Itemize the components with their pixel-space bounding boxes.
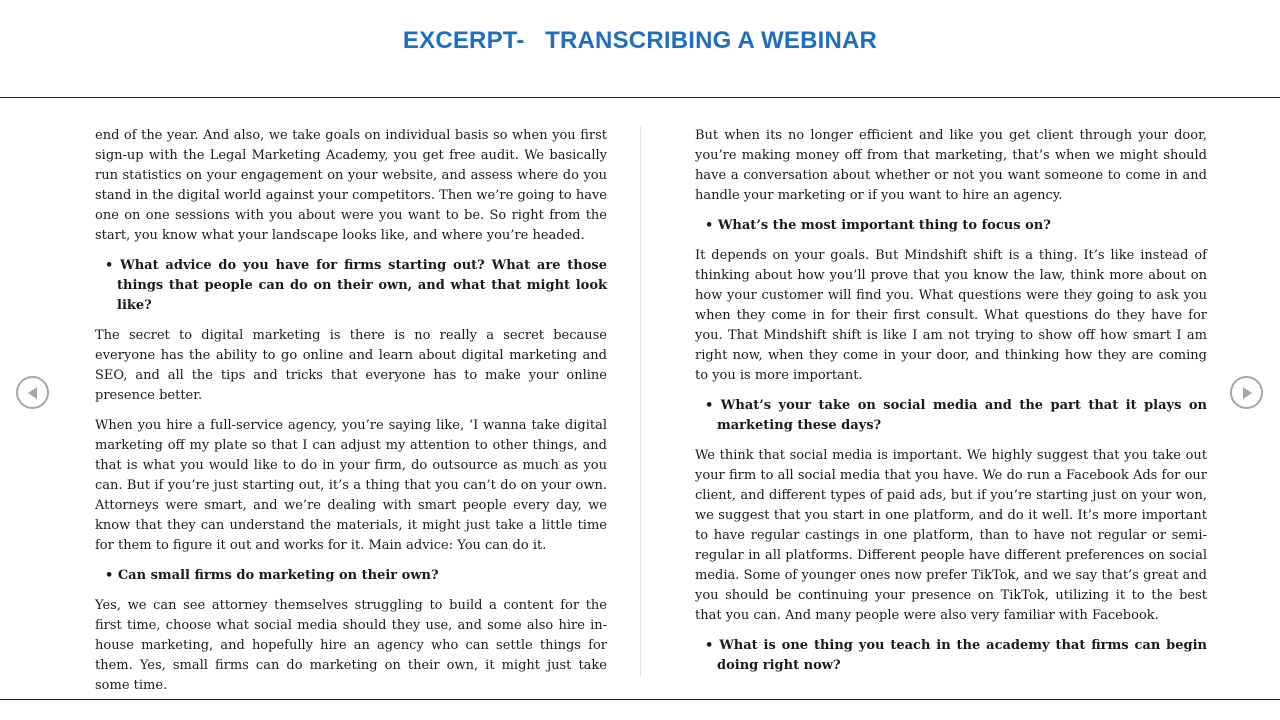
previous-page-button[interactable] xyxy=(16,376,49,409)
paragraph: Yes, we can see attorney themselves struggling to build a content for the first time, choose what social media should they use, and some also hire in-house marketing, and hopefully hire an agency who can settle things for them. Yes, small firms can do marketing on their own, it might just take some time. xyxy=(95,598,607,693)
question-heading: • What’s the most important thing to focus on? xyxy=(705,218,1051,233)
footer-divider xyxy=(0,699,1280,700)
question-heading: • Can small firms do marketing on their own? xyxy=(105,568,439,583)
paragraph: It depends on your goals. But Mindshift shift is a thing. It’s like instead of thinking about how you’ll prove that you know the law, think more about on how your customer will find you. What questions were they going to ask you when they come in for their first consult. What questions do they have for you. That Mindshift shift is like I am not trying to show off how smart I am right now, when they come in your door, and thinking how they are coming to you is more important. xyxy=(695,248,1207,383)
paragraph: When you hire a full-service agency, you’re saying like, ‘I wanna take digital marketing off my plate so that I can adjust my attention to other things, and that is what you would like to do in your firm, do outsource as much as you can. But if you’re just starting out, it’s a thing that you can’t do on your own. Attorneys were smart, and we’re dealing with smart people every day, we know that they can understand the materials, it might just take a little time for them to figure it out and works for it. Main advice: You can do it. xyxy=(95,418,607,553)
paragraph: end of the year. And also, we take goals on individual basis so when you first sign-up with the Legal Marketing Academy, you get free audit. We basically run statistics on your engagement on your website, and assess where do you stand in the digital world against your competitors. Then we’re going to have one on one sessions with you about were you want to be. So right from the start, you know what your landscape looks like, and where you’re headed. xyxy=(95,128,607,243)
paragraph: The secret to digital marketing is there is no really a secret because everyone has the ability to go online and learn about digital marketing and SEO, and all the tips and tricks that everyone has to make your online presence better. xyxy=(95,328,607,403)
triangle-right-icon xyxy=(1241,386,1253,400)
column-divider xyxy=(640,126,641,676)
question-heading: • What is one thing you teach in the academy that firms can begin doing right now? xyxy=(705,638,1207,673)
page-title: EXCERPT- TRANSCRIBING A WEBINAR xyxy=(402,27,878,54)
triangle-left-icon xyxy=(27,386,39,400)
paragraph: But when its no longer efficient and like you get client through your door, you’re making money off from that marketing, that’s when we might should have a conversation about whether or not you want someone to come in and handle your marketing or if you want to hire an agency. xyxy=(695,128,1207,203)
left-text-column xyxy=(95,126,607,706)
paragraph: We think that social media is important. We highly suggest that you take out your firm to all social media that you have. We do run a Facebook Ads for our client, and different types of paid ads, but if you’re starting just on your won, we suggest that you start in one platform, and do it well. It’s more important to have regular castings in one platform, than to have not regular or semi-regular in all platforms. Different people have different preferences on social media. Some of younger ones now prefer TikTok, and we say that’s great and you should be continuing your presence on TikTok, utilizing it to the best that you can. And many people were also very familiar with Facebook. xyxy=(695,448,1207,623)
question-heading: • What advice do you have for firms starting out? What are those things that people can do on their own, and what that might look like? xyxy=(105,258,607,313)
header-divider xyxy=(0,97,1280,98)
question-heading: • What’s your take on social media and the part that it plays on marketing these days? xyxy=(705,398,1207,433)
next-page-button[interactable] xyxy=(1230,376,1263,409)
right-text-column xyxy=(695,126,1207,686)
